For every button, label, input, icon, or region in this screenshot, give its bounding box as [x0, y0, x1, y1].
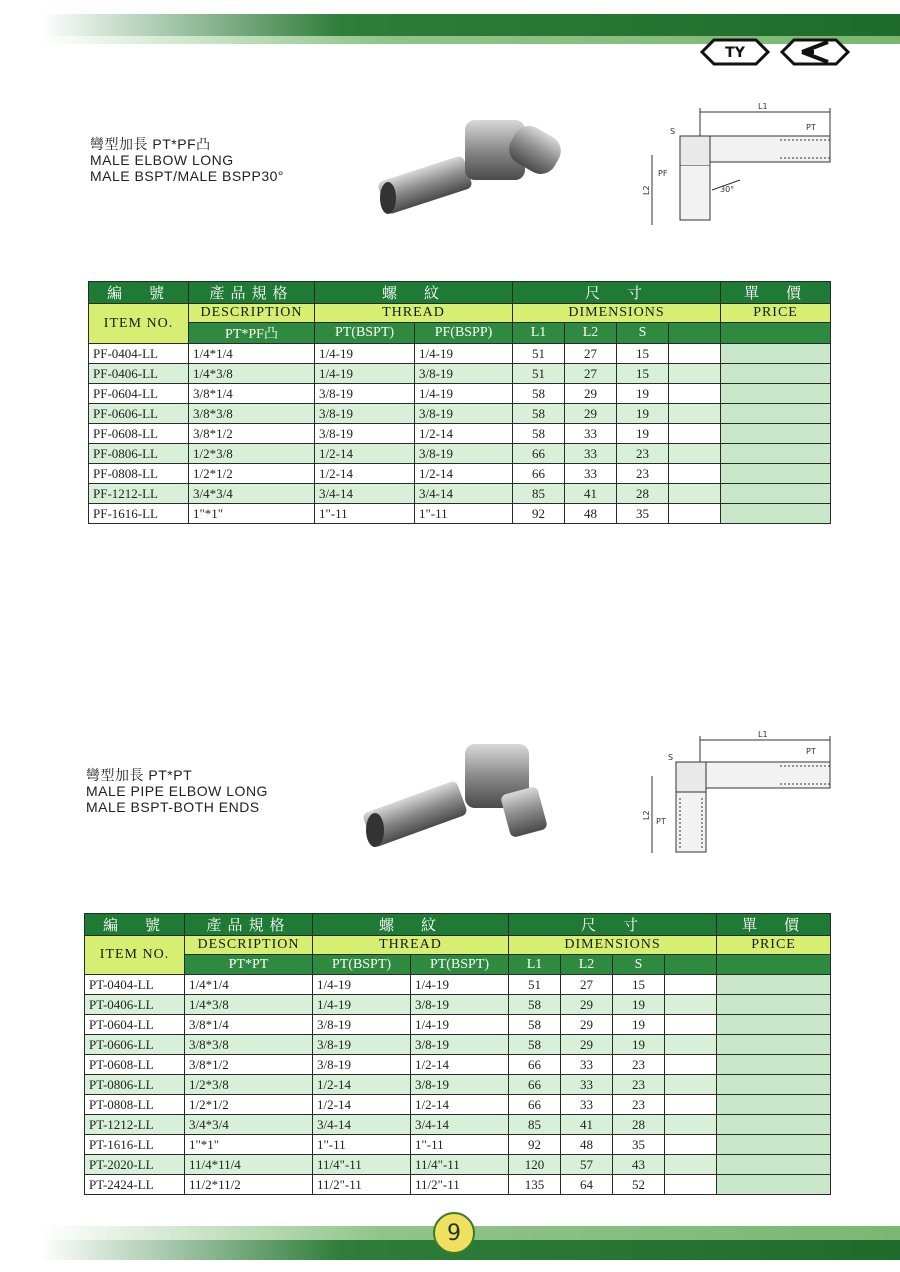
table-row: [89, 404, 831, 424]
cell-description: 1/4*3/8: [189, 364, 315, 384]
cell-dim-s: 19: [617, 404, 669, 424]
cell-description: 1"*1": [189, 504, 315, 524]
cell-dim-s: 35: [617, 504, 669, 524]
col-header-cn-desc: 產品規格: [189, 282, 315, 304]
cell-thread-b: 1/2-14: [411, 1095, 509, 1115]
drawing1-pt-label: PT: [806, 123, 816, 132]
cell-price: [721, 364, 831, 384]
cell-dim-l2: 33: [565, 444, 617, 464]
subheader-price: [717, 955, 831, 975]
drawing1-pf-label: PF: [658, 169, 668, 178]
cell-dim-s: 43: [613, 1155, 665, 1175]
table-row: [89, 504, 831, 524]
col-header-cn-desc: 產品規格: [185, 914, 313, 936]
cell-dim-l1: 92: [513, 504, 565, 524]
cell-thread-a: 3/4-14: [313, 1115, 411, 1135]
cell-blank: [669, 344, 721, 364]
cell-dim-s: 15: [617, 344, 669, 364]
cell-description: 11/2*11/2: [185, 1175, 313, 1195]
subheader-l1: L1: [509, 955, 561, 975]
cell-blank: [665, 1035, 717, 1055]
table-body-pt: [85, 975, 831, 1195]
cell-blank: [665, 1015, 717, 1035]
cell-price: [721, 344, 831, 364]
cell-thread-b: 3/4-14: [411, 1115, 509, 1135]
cell-description: 1/2*3/8: [189, 444, 315, 464]
drawing2-s-label: S: [668, 753, 674, 762]
table-row: [89, 464, 831, 484]
cell-thread-a: 3/8-19: [315, 404, 415, 424]
cell-thread-a: 1"-11: [315, 504, 415, 524]
cell-dim-l1: 85: [513, 484, 565, 504]
cell-description: 11/4*11/4: [185, 1155, 313, 1175]
table-row: [89, 484, 831, 504]
cell-dim-l1: 66: [509, 1075, 561, 1095]
subheader-desc: PT*PF凸: [189, 323, 315, 344]
cell-dim-l1: 51: [509, 975, 561, 995]
cell-blank: [669, 484, 721, 504]
cell-item-no: PT-0604-LL: [85, 1015, 185, 1035]
col-header-cn-item: 編 號: [85, 914, 185, 936]
table-row: [85, 1035, 831, 1055]
cell-item-no: PF-1616-LL: [89, 504, 189, 524]
cell-blank: [665, 1115, 717, 1135]
cell-thread-a: 1/2-14: [315, 444, 415, 464]
cell-blank: [665, 995, 717, 1015]
cell-thread-a: 3/4-14: [315, 484, 415, 504]
cell-description: 3/8*1/2: [189, 424, 315, 444]
cell-price: [721, 484, 831, 504]
table-row: [85, 1055, 831, 1075]
cell-thread-b: 3/8-19: [411, 1035, 509, 1055]
cell-dim-l2: 41: [561, 1115, 613, 1135]
cell-thread-b: 1/4-19: [411, 975, 509, 995]
cell-dim-l2: 33: [561, 1055, 613, 1075]
cell-thread-b: 11/2"-11: [411, 1175, 509, 1195]
table-row: [85, 1155, 831, 1175]
cell-thread-b: 1/2-14: [415, 464, 513, 484]
header-bar-dark: [40, 14, 900, 36]
cell-dim-s: 15: [617, 364, 669, 384]
cell-dim-l1: 51: [513, 364, 565, 384]
cell-dim-l2: 27: [565, 364, 617, 384]
cell-blank: [665, 1155, 717, 1175]
elbow-pf-drawing: [640, 100, 850, 240]
cell-thread-b: 3/8-19: [411, 1075, 509, 1095]
cell-blank: [669, 444, 721, 464]
subheader-s: S: [613, 955, 665, 975]
cell-dim-l1: 66: [509, 1095, 561, 1115]
cell-dim-l1: 66: [509, 1055, 561, 1075]
cell-price: [717, 1035, 831, 1055]
cell-description: 1/4*1/4: [189, 344, 315, 364]
cell-thread-b: 3/8-19: [415, 444, 513, 464]
col-header-cn-price: 單 價: [717, 914, 831, 936]
cell-thread-a: 3/8-19: [315, 424, 415, 444]
cell-dim-l2: 48: [565, 504, 617, 524]
cell-thread-b: 1/4-19: [415, 384, 513, 404]
cell-blank: [669, 384, 721, 404]
cell-dim-l1: 51: [513, 344, 565, 364]
col-header-en-price: PRICE: [721, 304, 831, 323]
cell-blank: [669, 464, 721, 484]
cell-thread-a: 11/4"-11: [313, 1155, 411, 1175]
section1-title-cn: 彎型加長 PT*PF凸: [90, 136, 211, 152]
cell-thread-a: 1/4-19: [313, 995, 411, 1015]
cell-thread-b: 3/8-19: [415, 364, 513, 384]
cell-dim-s: 28: [613, 1115, 665, 1135]
col-header-en-item: ITEM NO.: [85, 936, 185, 975]
col-header-cn-thread: 螺 紋: [313, 914, 509, 936]
drawing2-l2-label: L2: [642, 810, 651, 820]
section2-title-en2: MALE BSPT-BOTH ENDS: [86, 799, 260, 815]
cell-dim-l2: 27: [565, 344, 617, 364]
cell-thread-a: 1/2-14: [315, 464, 415, 484]
section1-title-en1: MALE ELBOW LONG: [90, 152, 234, 168]
cell-dim-l1: 58: [513, 384, 565, 404]
cell-dim-l2: 29: [561, 995, 613, 1015]
cell-blank: [665, 975, 717, 995]
cell-description: 1/2*3/8: [185, 1075, 313, 1095]
subheader-thread-a: PT(BSPT): [313, 955, 411, 975]
cell-price: [721, 464, 831, 484]
cell-dim-l2: 57: [561, 1155, 613, 1175]
table-row: [85, 1015, 831, 1035]
cell-description: 3/4*3/4: [189, 484, 315, 504]
cell-blank: [665, 1075, 717, 1095]
cell-blank: [669, 404, 721, 424]
k-logo-icon: [780, 38, 850, 66]
table-row: [85, 975, 831, 995]
ty-logo-icon: [700, 38, 770, 66]
elbow-pt-photo: [355, 730, 555, 850]
cell-thread-a: 3/8-19: [315, 384, 415, 404]
cell-dim-s: 52: [613, 1175, 665, 1195]
cell-dim-l1: 66: [513, 444, 565, 464]
cell-price: [721, 384, 831, 404]
table-row: [85, 1075, 831, 1095]
table-row: [89, 364, 831, 384]
cell-description: 1/4*3/8: [185, 995, 313, 1015]
elbow-pt-drawing: [640, 728, 850, 860]
cell-thread-a: 3/8-19: [313, 1035, 411, 1055]
brand-logo: [700, 38, 850, 66]
cell-dim-s: 28: [617, 484, 669, 504]
cell-thread-a: 1"-11: [313, 1135, 411, 1155]
table-body-pf: [89, 344, 831, 524]
cell-blank: [665, 1095, 717, 1115]
page-number: 9: [433, 1212, 475, 1254]
cell-price: [717, 1135, 831, 1155]
cell-item-no: PF-0604-LL: [89, 384, 189, 404]
col-header-en-item: ITEM NO.: [89, 304, 189, 344]
cell-dim-l2: 33: [565, 464, 617, 484]
cell-description: 1/2*1/2: [189, 464, 315, 484]
cell-thread-b: 3/4-14: [415, 484, 513, 504]
cell-dim-l2: 48: [561, 1135, 613, 1155]
drawing1-s-label: S: [670, 127, 676, 136]
cell-blank: [665, 1135, 717, 1155]
cell-item-no: PT-0806-LL: [85, 1075, 185, 1095]
table-row: [85, 1095, 831, 1115]
cell-dim-l2: 33: [561, 1075, 613, 1095]
cell-thread-b: 3/8-19: [415, 404, 513, 424]
cell-description: 1/4*1/4: [185, 975, 313, 995]
cell-thread-b: 1"-11: [415, 504, 513, 524]
cell-description: 3/8*1/4: [189, 384, 315, 404]
cell-thread-a: 1/2-14: [313, 1075, 411, 1095]
cell-thread-b: 1"-11: [411, 1135, 509, 1155]
cell-thread-b: 1/2-14: [411, 1055, 509, 1075]
cell-item-no: PT-0404-LL: [85, 975, 185, 995]
table-row: [89, 384, 831, 404]
subheader-thread-b: PF(BSPP): [415, 323, 513, 344]
cell-item-no: PF-1212-LL: [89, 484, 189, 504]
subheader-desc: PT*PT: [185, 955, 313, 975]
table-row: [89, 444, 831, 464]
cell-item-no: PF-0404-LL: [89, 344, 189, 364]
cell-thread-a: 1/4-19: [315, 364, 415, 384]
cell-item-no: PF-0808-LL: [89, 464, 189, 484]
logo-left-text: TY: [725, 45, 745, 61]
cell-item-no: PT-1616-LL: [85, 1135, 185, 1155]
cell-dim-l2: 29: [561, 1035, 613, 1055]
cell-thread-a: 1/2-14: [313, 1095, 411, 1115]
section1-title: [90, 136, 284, 184]
subheader-thread-a: PT(BSPT): [315, 323, 415, 344]
cell-item-no: PT-0808-LL: [85, 1095, 185, 1115]
subheader-blank: [665, 955, 717, 975]
cell-price: [717, 1075, 831, 1095]
cell-dim-l2: 29: [565, 404, 617, 424]
cell-description: 1"*1": [185, 1135, 313, 1155]
cell-dim-l2: 33: [561, 1095, 613, 1115]
cell-item-no: PT-0608-LL: [85, 1055, 185, 1075]
cell-item-no: PF-0406-LL: [89, 364, 189, 384]
cell-description: 3/8*3/8: [185, 1035, 313, 1055]
cell-dim-s: 15: [613, 975, 665, 995]
section1-title-en2: MALE BSPT/MALE BSPP30°: [90, 168, 285, 184]
cell-dim-s: 23: [617, 444, 669, 464]
cell-description: 3/8*3/8: [189, 404, 315, 424]
cell-thread-a: 3/8-19: [313, 1055, 411, 1075]
cell-item-no: PT-2424-LL: [85, 1175, 185, 1195]
cell-thread-a: 11/2"-11: [313, 1175, 411, 1195]
col-header-en-price: PRICE: [717, 936, 831, 955]
col-header-en-desc: DESCRIPTION: [185, 936, 313, 955]
spec-table-pf: [88, 281, 831, 524]
cell-blank: [669, 504, 721, 524]
drawing2-pt-label: PT: [806, 747, 816, 756]
cell-price: [721, 444, 831, 464]
cell-blank: [665, 1175, 717, 1195]
subheader-l2: L2: [565, 323, 617, 344]
cell-dim-l1: 58: [509, 995, 561, 1015]
col-header-en-dim: DIMENSIONS: [513, 304, 721, 323]
subheader-thread-b: PT(BSPT): [411, 955, 509, 975]
cell-price: [717, 1095, 831, 1115]
cell-description: 3/8*1/2: [185, 1055, 313, 1075]
col-header-en-thread: THREAD: [313, 936, 509, 955]
table-row: [85, 995, 831, 1015]
subheader-blank: [669, 323, 721, 344]
subheader-l2: L2: [561, 955, 613, 975]
cell-blank: [669, 364, 721, 384]
table-row: [89, 344, 831, 364]
cell-blank: [665, 1055, 717, 1075]
cell-dim-l2: 27: [561, 975, 613, 995]
cell-dim-s: 23: [613, 1095, 665, 1115]
cell-dim-l1: 58: [509, 1035, 561, 1055]
cell-dim-l1: 58: [513, 424, 565, 444]
cell-dim-s: 23: [617, 464, 669, 484]
col-header-cn-dim: 尺 寸: [513, 282, 721, 304]
cell-price: [717, 1055, 831, 1075]
cell-thread-a: 1/4-19: [313, 975, 411, 995]
subheader-price: [721, 323, 831, 344]
subheader-s: S: [617, 323, 669, 344]
cell-item-no: PT-0406-LL: [85, 995, 185, 1015]
subheader-l1: L1: [513, 323, 565, 344]
table-row: [85, 1135, 831, 1155]
cell-price: [717, 1015, 831, 1035]
cell-description: 1/2*1/2: [185, 1095, 313, 1115]
cell-dim-l1: 58: [513, 404, 565, 424]
cell-dim-l1: 92: [509, 1135, 561, 1155]
cell-thread-b: 1/2-14: [415, 424, 513, 444]
elbow-pf-photo: [370, 100, 570, 220]
col-header-en-thread: THREAD: [315, 304, 513, 323]
drawing2-l1-label: L1: [758, 730, 768, 739]
drawing1-l2-label: L2: [642, 185, 651, 195]
cell-dim-s: 23: [613, 1075, 665, 1095]
table-row: [85, 1115, 831, 1135]
cell-dim-s: 23: [613, 1055, 665, 1075]
cell-price: [721, 404, 831, 424]
cell-dim-l1: 66: [513, 464, 565, 484]
cell-thread-a: 3/8-19: [313, 1015, 411, 1035]
cell-dim-l2: 41: [565, 484, 617, 504]
cell-thread-b: 11/4"-11: [411, 1155, 509, 1175]
spec-table-pt: [84, 913, 831, 1195]
cell-thread-b: 1/4-19: [415, 344, 513, 364]
cell-dim-l2: 29: [565, 384, 617, 404]
cell-price: [721, 504, 831, 524]
drawing1-l1-label: L1: [758, 102, 768, 111]
col-header-en-desc: DESCRIPTION: [189, 304, 315, 323]
cell-price: [717, 1155, 831, 1175]
drawing2-pt2-label: PT: [656, 817, 666, 826]
section2-title-cn: 彎型加長 PT*PT: [86, 767, 193, 783]
section2-title-en1: MALE PIPE ELBOW LONG: [86, 783, 268, 799]
cell-dim-l1: 85: [509, 1115, 561, 1135]
cell-dim-s: 19: [613, 1015, 665, 1035]
cell-dim-l1: 58: [509, 1015, 561, 1035]
cell-price: [717, 1115, 831, 1135]
col-header-cn-price: 單 價: [721, 282, 831, 304]
cell-price: [717, 995, 831, 1015]
cell-description: 3/8*1/4: [185, 1015, 313, 1035]
cell-price: [717, 975, 831, 995]
table-row: [89, 424, 831, 444]
cell-blank: [669, 424, 721, 444]
cell-item-no: PT-0606-LL: [85, 1035, 185, 1055]
cell-dim-s: 19: [613, 1035, 665, 1055]
cell-dim-s: 19: [613, 995, 665, 1015]
table-row: [85, 1175, 831, 1195]
cell-price: [721, 424, 831, 444]
cell-dim-s: 19: [617, 424, 669, 444]
col-header-en-dim: DIMENSIONS: [509, 936, 717, 955]
cell-dim-s: 19: [617, 384, 669, 404]
cell-item-no: PT-1212-LL: [85, 1115, 185, 1135]
cell-thread-b: 1/4-19: [411, 1015, 509, 1035]
cell-thread-b: 3/8-19: [411, 995, 509, 1015]
cell-description: 3/4*3/4: [185, 1115, 313, 1135]
col-header-cn-thread: 螺 紋: [315, 282, 513, 304]
cell-dim-l2: 29: [561, 1015, 613, 1035]
section2-title: [86, 767, 268, 815]
col-header-cn-item: 編 號: [89, 282, 189, 304]
cell-dim-l2: 64: [561, 1175, 613, 1195]
drawing1-angle-label: 30°: [720, 185, 735, 194]
cell-item-no: PT-2020-LL: [85, 1155, 185, 1175]
cell-thread-a: 1/4-19: [315, 344, 415, 364]
cell-item-no: PF-0608-LL: [89, 424, 189, 444]
cell-price: [717, 1175, 831, 1195]
cell-dim-l1: 135: [509, 1175, 561, 1195]
col-header-cn-dim: 尺 寸: [509, 914, 717, 936]
cell-dim-l1: 120: [509, 1155, 561, 1175]
cell-dim-s: 35: [613, 1135, 665, 1155]
cell-dim-l2: 33: [565, 424, 617, 444]
cell-item-no: PF-0606-LL: [89, 404, 189, 424]
cell-item-no: PF-0806-LL: [89, 444, 189, 464]
